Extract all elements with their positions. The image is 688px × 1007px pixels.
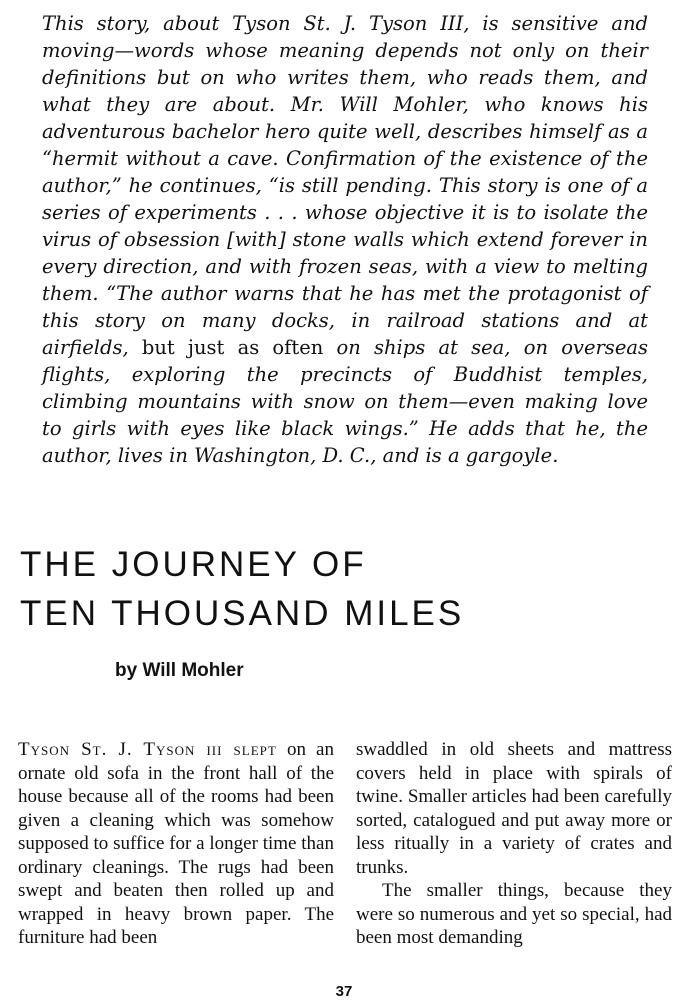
col1-text: on an ornate old sofa in the front hall of the house because all of the rooms had been given a cleaning which was somehow supposed to suffice for a longer time than ordinary cleanings. The rugs had been swept and beaten then rolled up and wrapped in heavy brown paper. The furniture had been — [18, 739, 334, 948]
body-column-left — [18, 738, 334, 950]
title-line-2: TEN THOUSAND MILES — [20, 594, 465, 633]
article-title — [20, 540, 660, 638]
page-number: 37 — [335, 983, 353, 1000]
body-column-right — [356, 738, 672, 950]
intro-blurb — [42, 10, 648, 469]
byline: by Will Mohler — [115, 660, 244, 681]
title-line-1: THE JOURNEY OF — [20, 545, 367, 584]
intro-text-roman: but just as often — [128, 336, 324, 359]
body-paragraph-2: The smaller things, because they were so numerous and yet so special, had been most demanding — [356, 880, 672, 948]
intro-text-part2: on ships at sea, on overseas flights, exploring the precincts of Buddhist temples, climbing mountains with snow on them—even making love to girls with eyes like black wings.” He adds that he, the author, lives in Washington, D. C., and is a gargoyle. — [42, 336, 648, 467]
body-paragraph-continued: swaddled in old sheets and mattress covers held in place with spirals of twine. Smaller articles had been carefully sorted, catalogued and put away more or less ritually in a variety of crates and trunks. — [356, 739, 672, 878]
body-paragraph-1 — [18, 738, 334, 950]
intro-text-part1: This story, about Tyson St. J. Tyson III, is sensitive and moving—words whose meaning depends not only on their definitions but on who writes them, who reads them, and what they are about. Mr. Will Mohler, who knows his adventurous bachelor hero quite well, describes himself as a “hermit without a cave. Confirmation of the existence of the author,” he continues, “is still pending. This story is one of a series of experiments . . . whose objective it is to isolate the virus of obsession [with] stone walls which extend forever in every direction, and with frozen seas, with a view to melting them. “The author warns that he has met the protagonist of this story on many docks, in railroad stations and at airfields, — [42, 12, 648, 359]
lead-in: Tyson St. J. Tyson iii slept — [18, 739, 277, 760]
